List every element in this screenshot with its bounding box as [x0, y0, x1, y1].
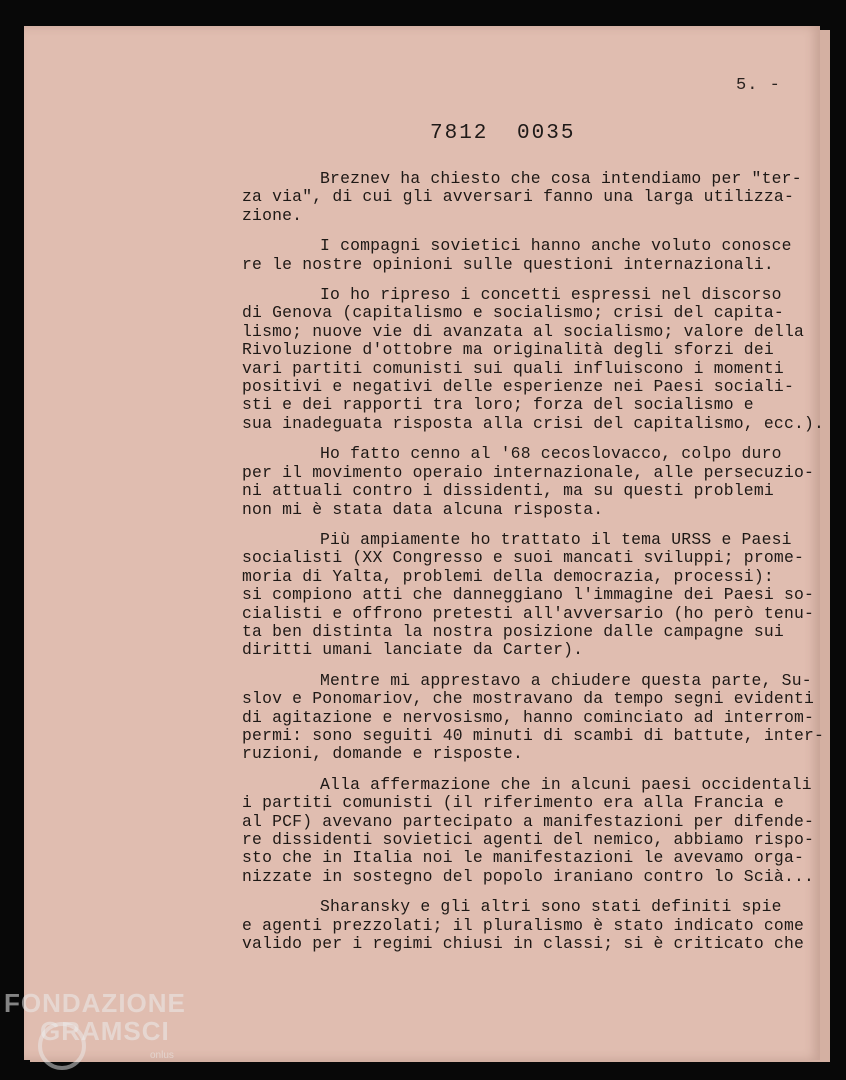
text-line: re le nostre opinioni sulle questioni internazionali.: [242, 254, 774, 274]
text-line: Sharansky e gli altri sono stati definiti spie: [320, 897, 782, 917]
text-line: vari partiti comunisti sui quali influiscono i momenti: [242, 358, 784, 378]
text-line: di agitazione e nervosismo, hanno cominciato ad interrom-: [242, 707, 815, 727]
text-line: Alla affermazione che in alcuni paesi occidentali: [320, 774, 812, 794]
fondazione-gramsci-watermark: [4, 988, 204, 1078]
text-line: si compiono atti che danneggiano l'immagine dei Paesi so-: [242, 585, 815, 605]
text-line: Più ampiamente ho trattato il tema URSS e Paesi: [320, 529, 792, 549]
paragraph: [242, 898, 822, 953]
text-line: per il movimento operaio internazionale, alle persecuzio-: [242, 462, 815, 482]
text-line: Breznev ha chiesto che cosa intendiamo per "ter-: [320, 169, 802, 188]
watermark-line3: onlus: [150, 1050, 174, 1061]
text-line: sto che in Italia noi le manifestazioni le avevamo orga-: [242, 848, 805, 868]
watermark-line2: GRAMSCI: [40, 1016, 170, 1046]
paragraph: [242, 531, 822, 660]
paragraph: [242, 670, 825, 764]
paragraph: [242, 237, 822, 274]
document-code: 7812 0035: [430, 122, 576, 145]
text-line: di Genova (capitalismo e socialismo; crisi del capita-: [242, 303, 784, 323]
text-line: Ho fatto cenno al '68 cecoslovacco, colpo duro: [320, 444, 782, 464]
paragraph: [242, 285, 825, 433]
text-line: valido per i regimi chiusi in classi; si è criticato che: [242, 934, 805, 954]
text-line: zione.: [242, 205, 303, 225]
text-line: non mi è stata data alcuna risposta.: [242, 499, 604, 519]
text-line: permi: sono seguiti 40 minuti di scambi di battute, inter-: [242, 725, 825, 745]
text-line: slov e Ponomariov, che mostravano da tempo segni evidenti: [242, 689, 815, 709]
text-line: moria di Yalta, problemi della democrazia, processi):: [242, 566, 774, 586]
text-line: cialisti e offrono pretesti all'avversario (ho però tenu-: [242, 603, 815, 623]
page-number: 5. -: [736, 76, 781, 95]
text-line: sti e dei rapporti tra loro; forza del socialismo e: [242, 395, 754, 415]
text-line: diritti umani lanciate da Carter).: [242, 640, 584, 660]
text-line: positivi e negativi delle esperienze nei Paesi sociali-: [242, 377, 794, 397]
watermark-line1: FONDAZIONE: [4, 988, 186, 1018]
text-line: ruzioni, domande e risposte.: [242, 744, 524, 764]
text-line: ta ben distinta la nostra posizione dalle campagne sui: [242, 621, 784, 641]
paragraph: [242, 170, 822, 225]
text-line: i partiti comunisti (il riferimento era alla Francia e: [242, 793, 784, 813]
text-line: re dissidenti sovietici agenti del nemico, abbiamo rispo-: [242, 830, 815, 849]
text-line: lismo; nuove vie di avanzata al socialismo; valore della: [242, 321, 805, 341]
paragraph: [242, 776, 822, 886]
document-body: [242, 169, 825, 965]
paragraph: [242, 445, 822, 519]
text-line: e agenti prezzolati; il pluralismo è stato indicato come: [242, 915, 805, 935]
text-line: I compagni sovietici hanno anche voluto conosce: [320, 236, 792, 256]
text-line: Rivoluzione d'ottobre ma originalità degli sforzi dei: [242, 340, 774, 360]
text-line: al PCF) avevano partecipato a manifestazioni per difende-: [242, 811, 815, 831]
text-line: Mentre mi apprestavo a chiudere questa parte, Su-: [320, 670, 812, 690]
text-line: Io ho ripreso i concetti espressi nel discorso: [320, 285, 782, 305]
text-line: za via", di cui gli avversari fanno una larga utilizza-: [242, 187, 794, 207]
text-line: ni attuali contro i dissidenti, ma su questi problemi: [242, 481, 774, 501]
text-line: socialisti (XX Congresso e suoi mancati sviluppi; prome-: [242, 548, 805, 568]
text-line: sua inadeguata risposta alla crisi del capitalismo, ecc.).: [242, 413, 825, 433]
text-line: nizzate in sostegno del popolo iraniano contro lo Scià...: [242, 866, 815, 886]
